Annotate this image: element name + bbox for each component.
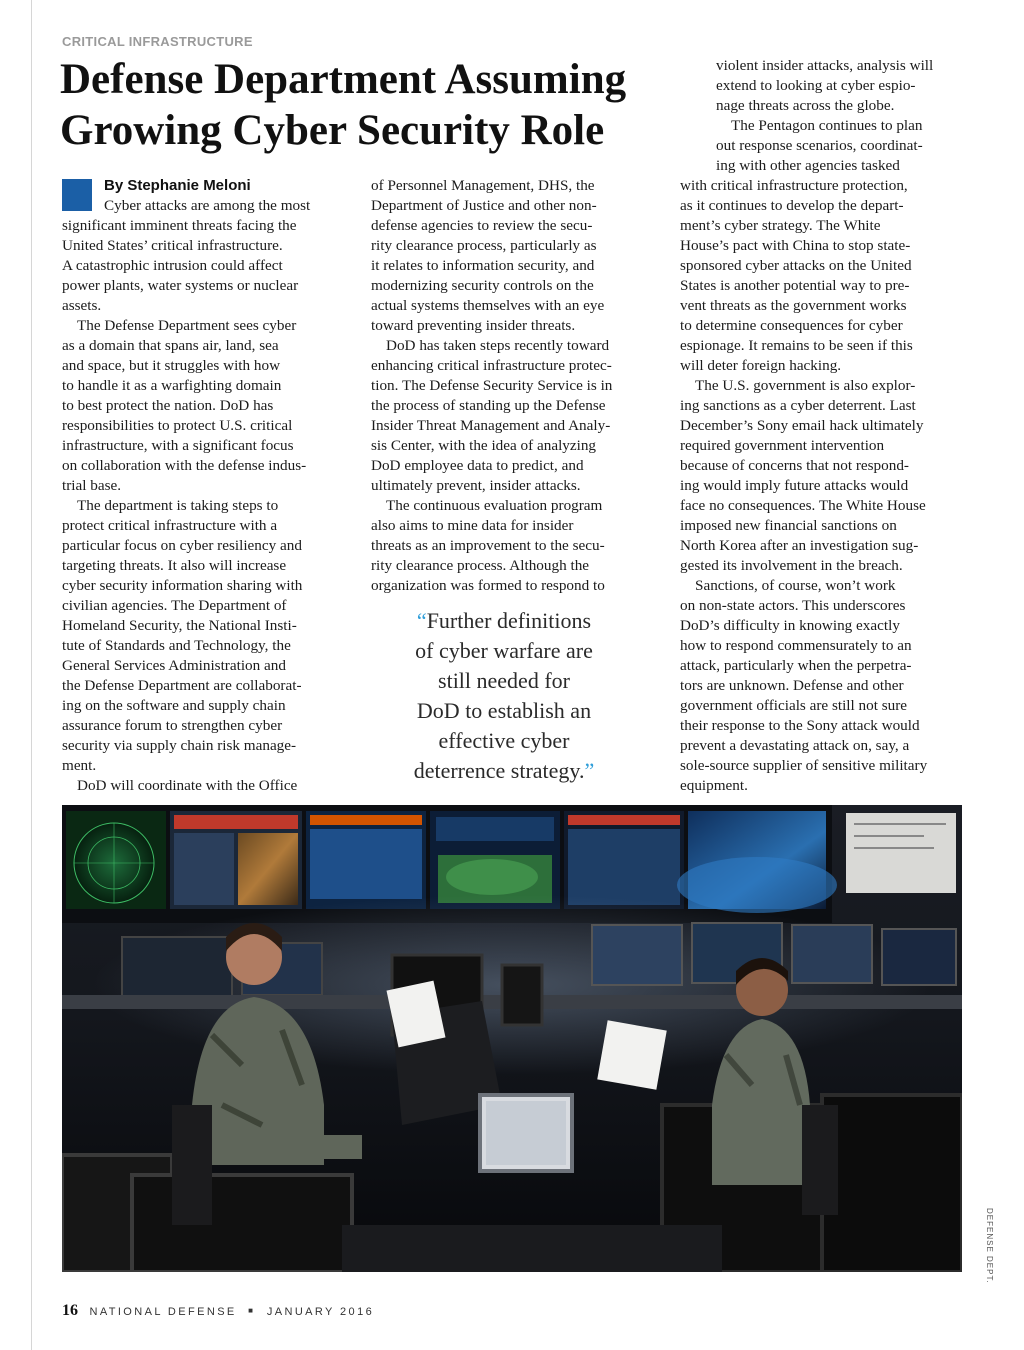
pull-quote-line: effective cyber [438,728,570,753]
text-line: to best protect the nation. DoD has [62,397,274,414]
text-line: their response to the Sony attack would [680,717,920,734]
text-line: ment’s cyber strategy. The White [680,217,881,234]
text-line: out response scenarios, coordinat- [716,137,923,154]
text-line: cyber security information sharing with [62,577,303,594]
text-line: The Defense Department sees cyber [77,317,297,334]
page-binding-line [31,0,32,1350]
text-line: DoD has taken steps recently toward [386,337,610,354]
byline-block [62,176,362,216]
issue-date: JANUARY 2016 [266,1306,375,1318]
text-line: will deter foreign hacking. [680,357,842,374]
text-line: equipment. [680,777,748,794]
text-line: The Pentagon continues to plan [731,117,923,134]
byline: By Stephanie Meloni [104,177,251,194]
text-line: with critical infrastructure protection, [680,177,908,194]
text-line: Department of Justice and other non- [371,197,597,214]
pull-quote-line: still needed for [438,668,570,693]
article-column-3-top [716,56,966,176]
text-line: ing sanctions as a cyber deterrent. Last [680,397,916,414]
text-line: modernizing security controls on the [371,277,594,294]
text-line: face no consequences. The White House [680,497,926,514]
text-line: ing would imply future attacks would [680,477,909,494]
text-line: ment. [62,757,97,774]
text-line: North Korea after an investigation sug- [680,537,919,554]
text-line: enhancing critical infrastructure protec- [371,357,612,374]
text-line: sponsored cyber attacks on the United [680,257,912,274]
text-line: defense agencies to review the secu- [371,217,593,234]
text-line: States is another potential way to pre- [680,277,910,294]
text-line: organization was formed to respond to [371,577,605,594]
text-line: imposed new financial sanctions on [680,517,897,534]
text-line: targeting threats. It also will increase [62,557,287,574]
text-line: threats as an improvement to the secu- [371,537,605,554]
text-line: on non-state actors. This underscores [680,597,906,614]
text-line: of Personnel Management, DHS, the [371,177,595,194]
text-line: The department is taking steps to [77,497,279,514]
text-line: also aims to mine data for insider [371,517,574,534]
pull-quote-line: deterrence strategy. [413,758,585,783]
article-column-3 [680,176,970,796]
text-line: Cyber attacks are among the most [104,197,311,214]
close-quote-mark: ” [584,758,595,783]
text-line: rity clearance process, particularly as [371,237,597,254]
text-line: nage threats across the globe. [716,97,895,114]
text-line: A catastrophic intrusion could affect [62,257,283,274]
text-line: because of concerns that not respond- [680,457,909,474]
article-column-1 [62,176,362,796]
text-line: tors are unknown. Defense and other [680,677,904,694]
text-line: December’s Sony email hack ultimately [680,417,924,434]
text-line: trial base. [62,477,122,494]
text-line: attack, particularly when the perpetra- [680,657,912,674]
text-line: as it continues to develop the depart- [680,197,904,214]
pull-quote [380,606,628,786]
footer-separator-icon: ■ [248,1306,256,1315]
text-line: how to respond commensurately to an [680,637,912,654]
text-line: General Services Administration and [62,657,286,674]
text-line: The continuous evaluation program [386,497,603,514]
text-line: United States’ critical infrastructure. [62,237,283,254]
text-line: the Defense Department are collaborat- [62,677,302,694]
text-line: ing with other agencies tasked [716,157,900,174]
photo-credit: DEFENSE DEPT. [985,1208,994,1284]
text-line: tion. The Defense Security Service is in [371,377,613,394]
byline-square-icon [62,179,92,211]
text-line: civilian agencies. The Department of [62,597,287,614]
text-line: protect critical infrastructure with a [62,517,278,534]
text-line: DoD’s difficulty in knowing exactly [680,617,900,634]
text-line: sis Center, with the idea of analyzing [371,437,597,454]
text-line: particular focus on cyber resiliency and [62,537,302,554]
page-number: 16 [62,1302,78,1319]
pull-quote-line: Further definitions [426,608,592,633]
text-line: ing on the software and supply chain [62,697,286,714]
text-line: government officials are still not sure [680,697,908,714]
headline [60,54,690,156]
headline-line-2: Growing Cyber Security Role [60,107,605,154]
text-line: to handle it as a warfighting domain [62,377,282,394]
text-line: Insider Threat Management and Analy- [371,417,611,434]
text-line: significant imminent threats facing the [62,217,297,234]
text-line: violent insider attacks, analysis will [716,57,934,74]
text-line: prevent a devastating attack on, say, a [680,737,910,754]
text-line: it relates to information security, and [371,257,595,274]
publication-name: NATIONAL DEFENSE [89,1306,237,1318]
page-footer [62,1302,374,1320]
text-line: as a domain that spans air, land, sea [62,337,279,354]
text-line: Sanctions, of course, won’t work [695,577,896,594]
text-line: ultimately prevent, insider attacks. [371,477,581,494]
text-line: responsibilities to protect U.S. critical [62,417,293,434]
operations-center-photo [62,805,962,1272]
text-line: espionage. It remains to be seen if this [680,337,913,354]
text-line: Homeland Security, the National Insti- [62,617,297,634]
section-label: CRITICAL INFRASTRUCTURE [62,34,253,49]
text-line: DoD employee data to predict, and [371,457,584,474]
text-line: tute of Standards and Technology, the [62,637,291,654]
text-line: House’s pact with China to stop state- [680,237,911,254]
text-line: required government intervention [680,437,885,454]
text-line: assets. [62,297,102,314]
open-quote-mark: “ [416,608,427,633]
text-line: toward preventing insider threats. [371,317,576,334]
text-line: vent threats as the government works [680,297,907,314]
pull-quote-line: of cyber warfare are [415,638,593,663]
text-line: infrastructure, with a significant focus [62,437,294,454]
text-line: the process of standing up the Defense [371,397,606,414]
text-line: extend to looking at cyber espio- [716,77,916,94]
text-line: and space, but it struggles with how [62,357,281,374]
text-line: sole-source supplier of sensitive military [680,757,928,774]
text-line: assurance forum to strengthen cyber [62,717,283,734]
text-line: DoD will coordinate with the Office [77,777,298,794]
text-line: The U.S. government is also explor- [695,377,916,394]
text-line: actual systems themselves with an eye [371,297,605,314]
pull-quote-line: DoD to establish an [416,698,592,723]
headline-line-1: Defense Department Assuming [60,56,627,103]
text-line: on collaboration with the defense indus- [62,457,307,474]
text-line: gested its involvement in the breach. [680,557,903,574]
text-line: to determine consequences for cyber [680,317,903,334]
text-line: security via supply chain risk manage- [62,737,297,754]
article-column-2 [371,176,661,596]
text-line: rity clearance process. Although the [371,557,590,574]
text-line: power plants, water systems or nuclear [62,277,299,294]
